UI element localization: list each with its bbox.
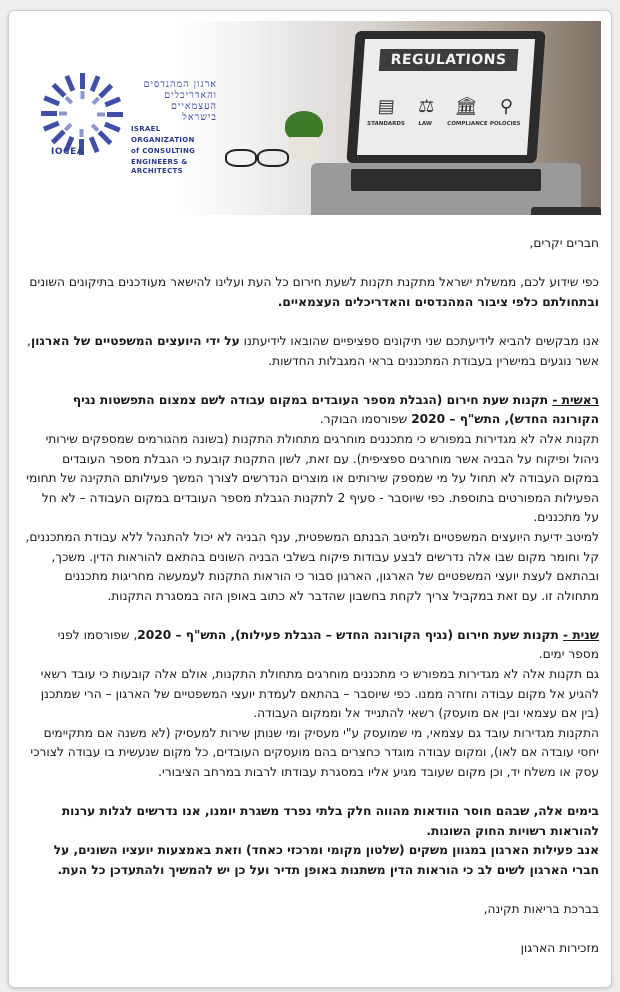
laptop-screen (346, 31, 545, 163)
phone-image (531, 207, 601, 215)
logo-hebrew-line: והאדריכלים (164, 90, 217, 101)
closing-emphasis (25, 802, 599, 841)
regulation-icons (365, 97, 527, 127)
regulation-label: COMPLIANCE (446, 121, 488, 127)
paragraph-emphasis: ובתחולתם כלפי ציבור המהנדסים והאדריכלים העצמאיים. (277, 294, 599, 309)
greeting: חברים יקרים, (529, 236, 599, 250)
logo-abbreviation: IOCEA (51, 147, 85, 157)
regulation-item (446, 96, 488, 127)
closing-text: אנב פעילות הארגון במגוון משקים (שלטון מקומי ומרכזי כאחד) וזאת באמצעות יועציו השונים, על חברי הארגון לשים לב כי הוראות הדין משתנות באופן תדיר ועל כן יש להמשיך ולהתעדכן כל העת. (53, 843, 599, 877)
section-second-body: גם תקנות אלה לא מגדירות במפורש כי מתכננים מוחרגים מתחולת התקנות, אולם אלה קובעות כי עובד רשאי להגיע אל מקום עבודה וחזרה ממנו. כפי שיוסבר – בהתאם לעמדת יועצי המשפטיים של הארגון – הרי שמתכנן (בין אם עצמאי ובין אם מועסק) רשאי להתנייד אל וממקום העבודה. (40, 667, 599, 721)
paragraph-text: כפי שידוע לכם, ממשלת ישראל מתקנת תקנות לשעת חירום כל העת ועלינו להישאר מעודכנים בתיקונים השונים (29, 275, 599, 290)
glasses-image (219, 149, 289, 165)
glasses-lens (225, 149, 257, 167)
header-banner (11, 21, 601, 215)
organization-logo (39, 71, 217, 175)
letter-body (25, 234, 599, 959)
section-second-heading (25, 626, 599, 665)
logo-hebrew-line: ארגון המהנדסים (143, 79, 217, 90)
regards: בברכת בריאות תקינה, (483, 902, 599, 917)
section-label: שנית - (563, 627, 599, 642)
regulation-item (487, 97, 525, 127)
logo-wordmark (131, 79, 217, 176)
glasses-lens (257, 149, 289, 167)
paragraph-text: , אשר נוגעים במישרין בעבודת המתכננים בראי המגבלות החדשות. (27, 333, 599, 368)
section-title: תקנות שעת חירום (הגבלת מספר העובדים במקום עבודה לשם צמצום התפשטות נגיף הקורונה החדש), התש"ף – 2020 (72, 392, 599, 427)
paragraph-emphasis: על ידי היועצים המשפטיים של הארגון (31, 333, 240, 348)
logo-hebrew-line: העצמאיים (170, 101, 217, 112)
logo-english-line: ISRAEL (131, 125, 161, 133)
document-icon: ▤ (377, 96, 396, 117)
logo-rays-icon (39, 71, 125, 157)
building-icon: 🏛 (454, 96, 479, 117)
section-title-suffix: , שפורסמו לפני מספר ימים. (57, 627, 599, 662)
logo-english-line: ORGANIZATION (131, 136, 195, 144)
regulation-item (367, 97, 405, 127)
closing-text: בימים אלה, שבהם חוסר הוודאות מהווה חלק בלתי נפרד משגרת יומנו, אנו נדרשים לגלות ערנות להוראות רשויות החוק השונות. (61, 804, 599, 838)
section-first-heading (25, 391, 599, 430)
plant-pot (289, 137, 319, 159)
laptop-display (357, 39, 535, 155)
logo-english-line: of CONSULTING (131, 147, 196, 155)
closing-emphasis (25, 841, 599, 880)
section-first-body: תקנות אלה לא מגדירות במפורש כי מתכננים מוחרגים מתחולת התקנות (בשונה מהגורמים שמספקים שירותי ניהול ופיקוח על הבניה אשר מוחרגים ספציפית). עם זאת, לשון התקנות קובעת כי הגבלת מספר העובדים במקום העבודה לא תחול על מי שמספק שירותים או מוצרים הנדרשים לצורך המשך פעילותם התקינה של תחומי הפעילות המפורטים בתוספת. כפי שיוסבר - סעיף 2 לתקנות הגבלת מספר העובדים במקום העבודה – לא חל על מתכננים. (26, 431, 599, 525)
regulation-label: LAW (418, 121, 433, 127)
scales-icon: ⚖ (417, 96, 436, 117)
section-second-body: התקנות מגדירות עובד גם עצמאי, מי שמועסק ע"י מעסיק ומי שנותן שירות למעסיק (לא משנה אם מתקיימים יחסי עובדה אם לאו), ומקום עבודה מוגדר כחצרים בהם מועסקים העובדים, כל מקום שנעשית בו עבודה לצורכי עסק או משלח יד, וכן מקום שעובד מגיע אליו במסגרת עבודתו לרבות במרחב הציבורי. (30, 725, 599, 780)
signature: מזכירות הארגון (520, 941, 599, 956)
paragraph-intro (25, 273, 599, 312)
section-title: תקנות שעת חירום (נגיף הקורונה החדש – הגבלת פעילות), התש"ף – 2020 (137, 627, 564, 642)
regulation-item (407, 97, 445, 127)
section-title-suffix: שפורסמו הבוקר. (319, 412, 412, 427)
laptop-keyboard (351, 169, 541, 191)
section-first-body: למיטב ידיעת היועצים המשפטיים ולמיטב הבנתם המשפטית, ענף הבניה לא יכול להתנהל ללא עבודת המתכננים, קל וחומר מקום שבו אלה נדרשים לבצע עבודות פיקוח בשלבי הבניה השונים בהתאם להוראות הדין. משכך, ובהתאם לעצת יועצי המשפטיים של הארגון, הארגון סבור כי הוראות התקנות לעמעשה מחריגות מתכננים מתחולה זו. עם זאת במקביל צריך לקחת בחשבון שהדבר לא כתוב באופן הזה במסגרת התקנות. (25, 529, 599, 603)
search-icon: ⚲ (499, 96, 514, 117)
logo-english-line: ENGINEERS & ARCHITECTS (131, 158, 188, 175)
screen-title: REGULATIONS (379, 49, 519, 71)
section-label: ראשית - (552, 392, 599, 407)
regulation-label: STANDARDS (366, 121, 406, 127)
paragraph-text: אנו מבקשים להביא לידיעתכם שני תיקונים ספציפיים שהובאו לידיעתנו (239, 333, 599, 348)
logo-hebrew-line: בישראל (182, 112, 217, 123)
paragraph-request (25, 332, 599, 371)
regulation-label: POLOCIES (489, 121, 521, 127)
